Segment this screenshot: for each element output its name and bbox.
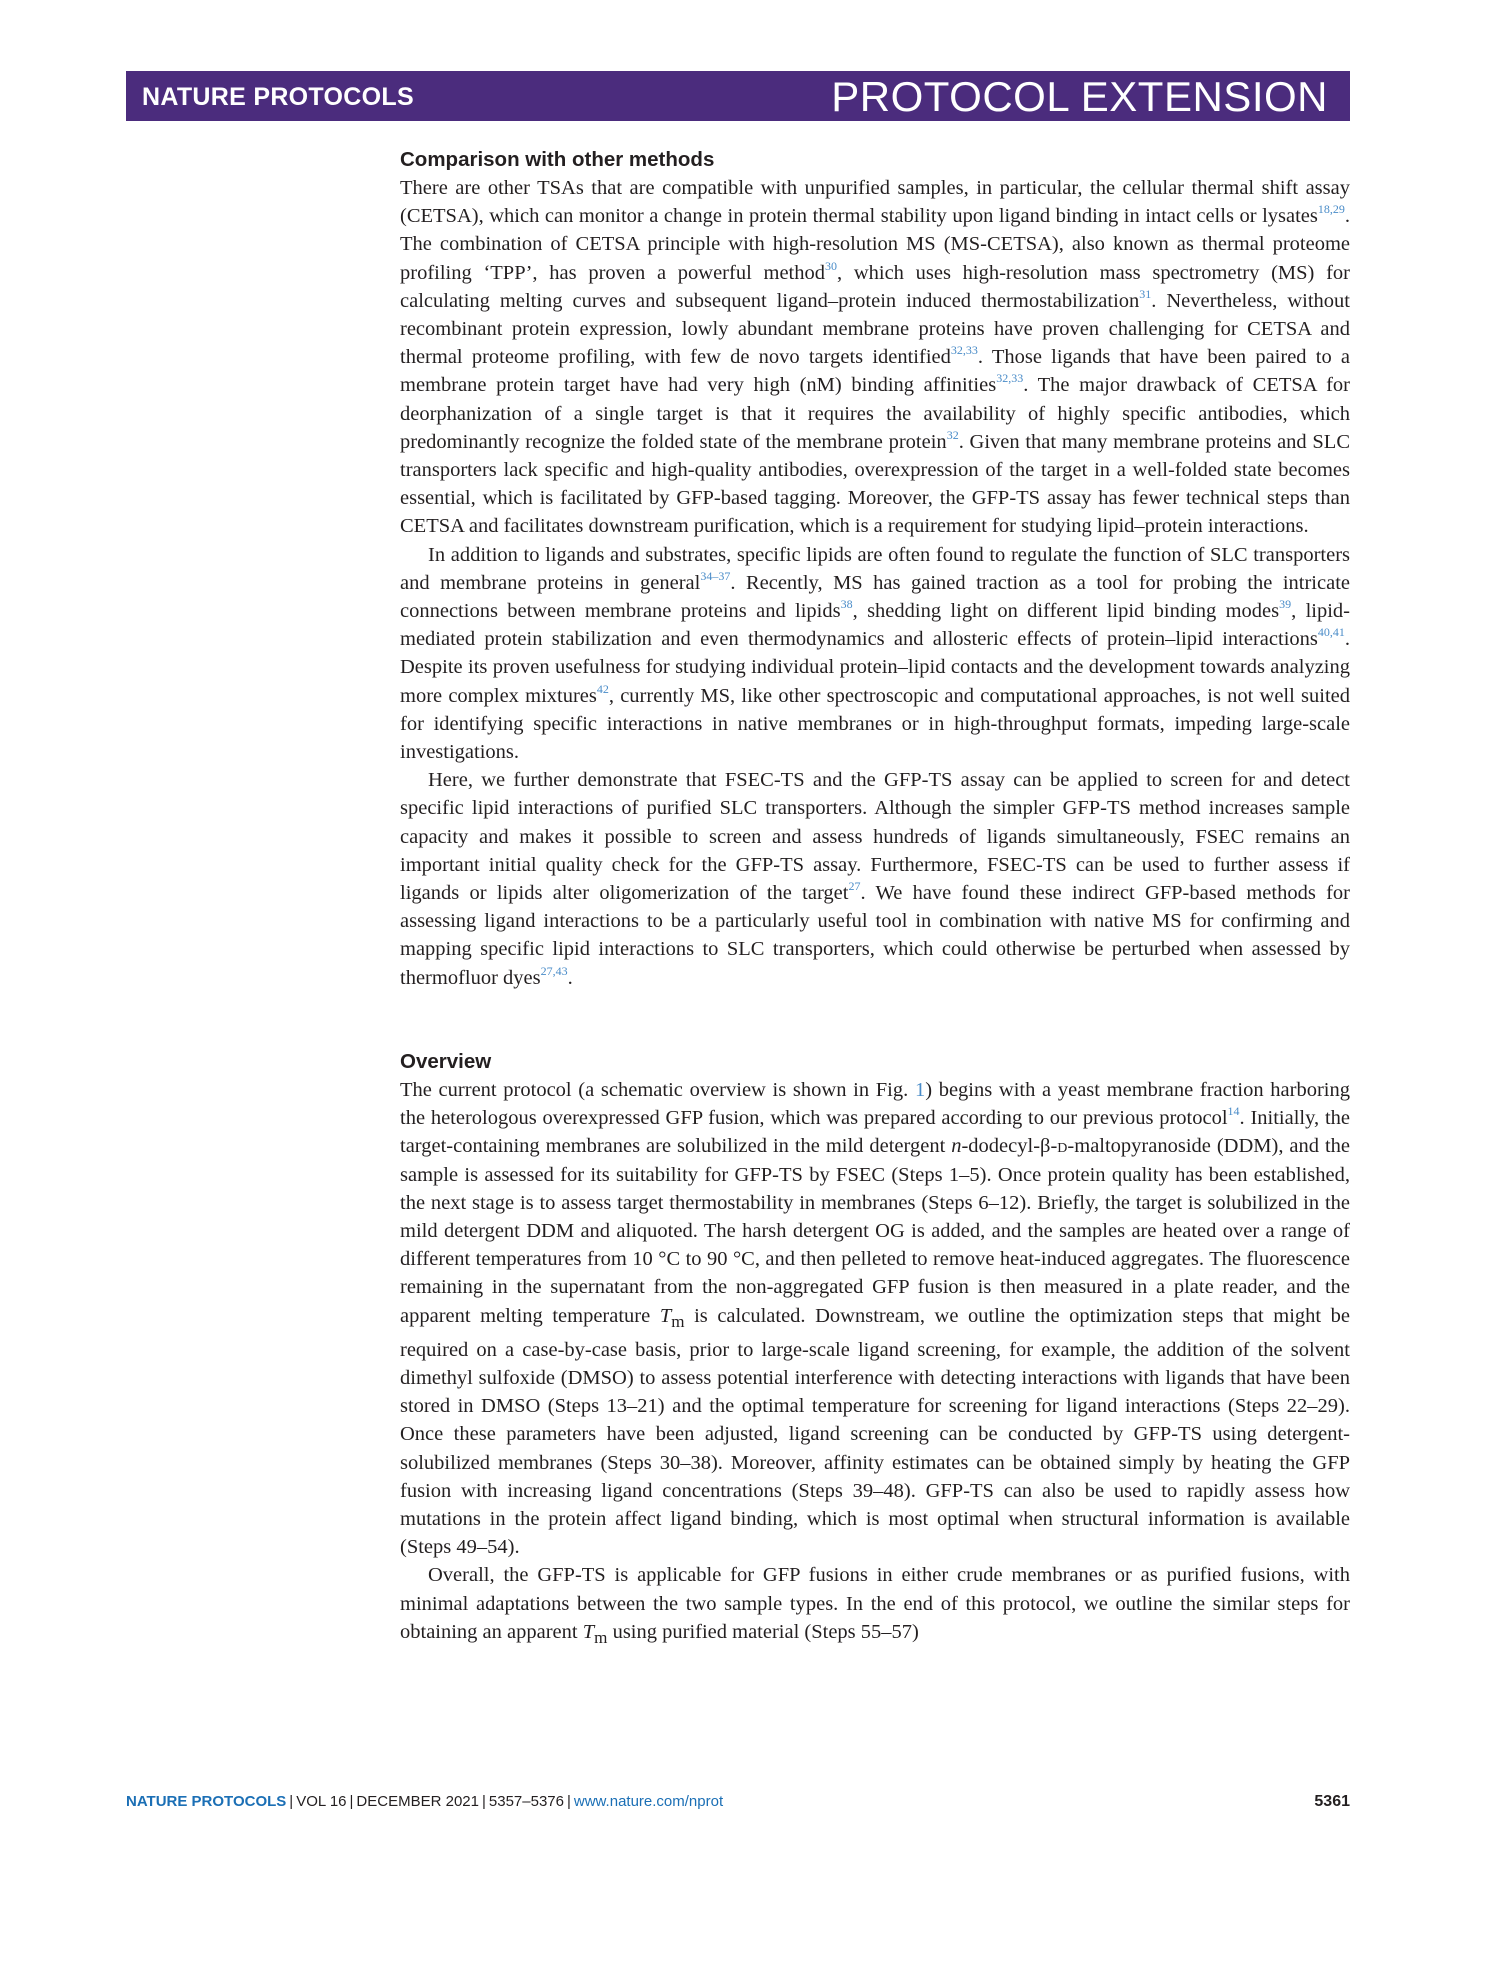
smallcaps-text: d [1057,1135,1068,1158]
text-run: , lipid-mediated protein stabilization and even thermodynamics and allosteric effects of protein–lipid interactions [400,600,1350,651]
paragraph [400,541,1350,767]
text-run: . Those ligands that have been paired to a membrane protein target have had very high (nM) binding affinities [400,346,1350,397]
citation-link[interactable]: 31 [1139,286,1152,301]
text-run: Here, we further demonstrate that FSEC-TS and the GFP-TS assay can be applied to screen for and detect specific lipid interactions of purified SLC transporters. Although the simpler GFP-TS method increases sample capacity and makes it possible to screen and assess hundreds of ligands simultaneously, FSEC remains an important initial quality check for the GFP-TS assay. Furthermore, FSEC-TS can be used to further assess if ligands or lipids alter oligomerization of the target [400,769,1350,905]
citation-link[interactable]: 39 [1279,597,1292,612]
text-run: The current protocol (a schematic overview is shown in Fig. [400,1078,915,1101]
text-run: Overall, the GFP-TS is applicable for GFP fusions in either crude membranes or as purified fusions, with minimal adaptations between the two sample types. In the end of this protocol, we outline the similar steps for obtaining an apparent [400,1564,1350,1643]
paragraph [400,174,1350,541]
journal-header-bar [126,71,1350,121]
text-run: , shedding light on different lipid binding modes [852,600,1280,623]
page-number: 5361 [1314,1793,1350,1810]
text-run: There are other TSAs that are compatible with unpurified samples, in particular, the cellular thermal shift assay (CETSA), which can monitor a change in protein thermal stability upon ligand binding in intact cells or lysates [400,177,1350,228]
text-run: . Initially, the target-containing membranes are solubilized in the mild detergent [400,1107,1350,1158]
text-run: ) begins with a yeast membrane fraction harboring the heterologous overexpressed GFP fusion, which was prepared according to our previous protocol [400,1078,1350,1130]
figure-link[interactable]: 1 [914,1078,926,1101]
citation-link[interactable]: 34–37 [700,568,731,583]
section-heading-comparison: Comparison with other methods [400,148,715,171]
text-run: . Nevertheless, without recombinant protein expression, lowly abundant membrane proteins have proven challenging for CETSA and thermal proteome profiling, with few de novo targets identified [400,289,1350,369]
subscript: m [671,1311,685,1331]
footer-citation: NATURE PROTOCOLS | VOL 16 | DECEMBER 2021 | 5357–5376 | www.nature.com/nprot [126,1793,724,1810]
text-run: . Given that many membrane proteins and SLC transporters lack specific and high-quality antibodies, overexpression of the target in a well-folded state becomes essential, which is facilitated by GFP-based tagging. Moreover, the GFP-TS assay has fewer technical steps than CETSA and facilitates downstream purification, which is a requirement for studying lipid–protein interactions. [400,430,1350,538]
citation-link[interactable]: 32,33 [996,371,1024,386]
text-run: . We have found these indirect GFP-based methods for assessing ligand interactions to be a particularly useful tool in combination with native MS for confirming and mapping specific lipid interactions to SLC transporters, which could otherwise be perturbed when assessed by thermofluor dyes [400,882,1350,989]
text-run: . [567,966,573,989]
symbol-t: T [582,1620,595,1643]
citation-link[interactable]: 38 [840,597,853,612]
citation-link[interactable]: 40,41 [1317,625,1345,640]
text-run: . Recently, MS has gained traction as a tool for probing the intricate connections between membrane proteins and lipids [400,571,1350,623]
paragraph [400,1076,1350,1562]
subscript: m [594,1627,608,1647]
citation-link[interactable]: 14 [1227,1104,1240,1119]
article-body [400,148,1350,1652]
section-heading-overview: Overview [400,1049,492,1073]
footer-volume: VOL 16 [296,1793,347,1810]
citation-link[interactable]: 42 [596,681,609,696]
text-run: , currently MS, like other spectroscopic and computational approaches, is not well suited for identifying specific interactions in native membranes or in high-throughput formats, impeding large-scale investigations. [400,684,1350,764]
footer-pages: 5357–5376 [488,1793,564,1810]
text-run: . Despite its proven usefulness for studying individual protein–lipid contacts and the development towards analyzing more complex mixtures [400,628,1350,707]
footer-url-link[interactable]: www.nature.com/nprot [573,1793,724,1810]
text-run: . The major drawback of CETSA for deorphanization of a single target is that it requires the availability of highly specific antibodies, which predominantly recognize the folded state of the membrane protein [400,374,1350,453]
text-run: is calculated. Downstream, we outline the optimization steps that might be required on a case-by-case basis, prior to large-scale ligand screening, for example, the addition of the solvent dimethyl sulfoxide (DMSO) to assess potential interference with detecting interactions with ligands that have been stored in DMSO (Steps 13–21) and the optimal temperature for screening for ligand interactions (Steps 22–29). Once these parameters have been adjusted, ligand screening can be conducted by GFP-TS using detergent-solubilized membranes (Steps 30–38). Moreover, affinity estimates can be obtained simply by heating the GFP fusion with increasing ligand concentrations (Steps 39–48). GFP-TS can also be used to rapidly assess how mutations in the protein affect ligand binding, which is most optimal when structural information is available (Steps 49–54). [400,1304,1351,1559]
citation-link[interactable]: 30 [824,258,837,273]
paragraph [400,766,1350,992]
text-run: -dodecyl-β- [961,1135,1058,1158]
text-run: using purified material (Steps 55–57) [607,1620,919,1643]
symbol-t: T [659,1304,672,1327]
journal-name: NATURE PROTOCOLS [142,83,414,111]
citation-link[interactable]: 27,43 [540,963,568,978]
footer-date: DECEMBER 2021 [356,1793,479,1810]
paragraph [400,1561,1350,1652]
text-run: -maltopyranoside (DDM), and the sample is assessed for its suitability for GFP-TS by FSEC (Steps 1–5). Once protein quality has been established, the next stage is to assess target thermostability in membranes (Steps 6–12). Briefly, the target is solubilized in the mild detergent DDM and aliquoted. The harsh detergent OG is added, and the samples are heated over a range of different temperatures from 10 °C to 90 °C, and then pelleted to remove heat-induced aggregates. The fluorescence remaining in the supernatant from the non-aggregated GFP fusion is then measured in a plate reader, and the apparent melting temperature [400,1135,1350,1327]
citation-link[interactable]: 27 [848,879,861,894]
citation-link[interactable]: 32,33 [950,343,978,358]
text-run: , which uses high-resolution mass spectrometry (MS) for calculating melting curves and subsequent ligand–protein induced thermostabilization [400,261,1350,312]
italic-text: n [951,1135,962,1158]
footer-journal: NATURE PROTOCOLS [126,1793,287,1810]
text-run: In addition to ligands and substrates, specific lipids are often found to regulate the function of SLC transporters and membrane proteins in general [400,543,1350,594]
article-type: PROTOCOL EXTENSION [831,73,1328,120]
page-footer [126,1793,1350,1815]
text-run: . The combination of CETSA principle with high-resolution MS (MS-CETSA), also known as thermal proteome profiling ‘TPP’, has proven a powerful method [400,205,1350,284]
citation-link[interactable]: 18,29 [1317,202,1345,217]
citation-link[interactable]: 32 [946,427,959,442]
